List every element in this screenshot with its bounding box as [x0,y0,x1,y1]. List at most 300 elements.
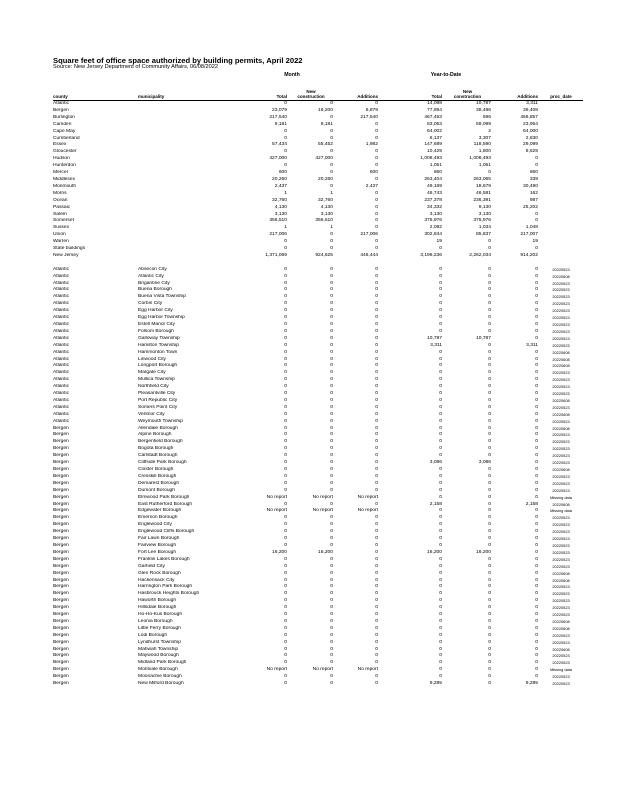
ytd-additions-cell: 0 [535,321,538,327]
municipality-cell: Linwood City [138,356,166,362]
month-total-cell: 0 [284,266,287,272]
proc-date-cell [539,191,583,198]
proc-date-cell [539,246,583,253]
spacer-cell [379,626,392,633]
municipality-row [53,488,583,495]
spacer-cell [379,177,392,184]
county-row [53,232,583,239]
proc-date-cell [539,198,583,205]
municipality-cell [138,239,238,246]
month-new-cell: 0 [330,301,333,307]
spacer-cell [379,142,392,149]
municipality-row [53,377,583,384]
month-new-cell: 0 [330,425,333,431]
county-cell: Bergen [53,667,69,673]
spacer-cell [379,453,392,460]
ytd-additions-cell: 0 [535,556,538,562]
ytd-new-cell: 0 [488,618,491,624]
county-cell: Atlantic [53,301,70,307]
municipality-cell: Margate City [138,370,166,376]
ytd-new-cell: 375,976 [473,218,491,224]
ytd-total-cell: 0 [439,646,442,652]
spacer-cell [379,205,392,212]
spacer-cell [379,502,392,509]
municipality-row [53,439,583,446]
spacer-cell [379,543,392,550]
month-new-cell: 0 [330,397,333,403]
ytd-new-cell: 0 [488,529,491,535]
spacer-cell [379,308,392,315]
ytd-additions-cell: 0 [535,446,538,452]
ytd-total-cell: 0 [439,425,442,431]
ytd-additions-cell: 0 [535,549,538,555]
ytd-additions-cell: 0 [535,308,538,314]
county-cell: Atlantic [53,266,70,272]
month-total-cell: 0 [284,404,287,410]
municipality-cell [138,212,238,219]
ytd-total-cell: 0 [439,453,442,459]
proc-date-cell: 20220523 [552,536,570,542]
ytd-additions-cell: 0 [535,211,538,217]
municipality-row [53,315,583,322]
proc-date-cell [539,218,583,225]
ytd-total-cell: 34,332 [427,204,442,210]
ytd-additions-cell: 0 [535,384,538,390]
proc-date-cell: 20220523 [552,515,570,521]
municipality-cell: Elmwood Park Borough [138,494,190,500]
spacer-cell [379,343,392,350]
ytd-new-cell: 0 [488,508,491,514]
municipality-cell: Midland Park Borough [138,660,187,666]
municipality-cell [138,232,238,239]
month-new-cell: 0 [330,370,333,376]
month-total-cell: 0 [284,377,287,383]
municipality-cell: Harrington Park Borough [138,584,193,590]
month-new-cell: 0 [330,411,333,417]
municipality-cell: Estell Manor City [138,321,175,327]
ytd-total-cell: 0 [439,536,442,542]
municipality-cell: Lyndhurst Township [138,639,181,645]
ytd-additions-cell: 0 [535,266,538,272]
ytd-new-cell: 0 [488,591,491,597]
municipality-cell: Englewood Cliffs Borough [138,529,195,535]
ytd-new-cell: 18,679 [476,183,491,189]
municipality-cell: Maywood Borough [138,653,179,659]
municipality-cell [138,191,238,198]
month-additions-cell: 0 [375,460,378,466]
municipality-row [53,598,583,605]
proc-date-cell: 20220523 [552,418,570,424]
ytd-total-cell: 0 [439,515,442,521]
county-cell: Bergen [53,487,69,493]
month-new-cell: 427,000 [315,156,333,162]
county-row [53,142,583,149]
ytd-new-cell: 0 [488,653,491,659]
ytd-new-cell: 0 [488,349,491,355]
month-new-cell: 0 [330,342,333,348]
month-additions-cell: 6,879 [365,107,378,113]
month-additions-cell: 0 [375,287,378,293]
month-new-cell: 0 [330,501,333,507]
month-additions-cell: 0 [375,370,378,376]
ytd-new-cell: 1,034 [478,225,491,231]
month-new-cell: 0 [330,460,333,466]
proc-date-cell: 20220608 [552,273,570,279]
proc-date-cell: 20220523 [552,384,570,390]
ytd-total-cell: 0 [439,397,442,403]
municipality-row [53,405,583,412]
ytd-additions-cell: 0 [535,577,538,583]
municipality-row [53,460,583,467]
spacer-cell [379,474,392,481]
spacer-cell [379,267,392,274]
ytd-new-cell: 2 [488,128,491,134]
ytd-additions-cell: 0 [535,570,538,576]
spacer-cell [379,246,392,253]
month-additions-cell: 0 [375,363,378,369]
municipality-row [53,543,583,550]
county-cell: Bergen [53,508,69,514]
proc-date-cell [539,170,583,177]
month-new-cell: 0 [330,114,333,120]
ytd-new-cell: 2,262,034 [469,252,491,258]
month-additions-cell: 0 [375,328,378,334]
ytd-new-cell: 0 [488,266,491,272]
ytd-new-cell: 0 [488,494,491,500]
spacer-cell [379,536,392,543]
ytd-additions-cell: 0 [535,370,538,376]
municipality-row [53,647,583,654]
month-total-cell: 0 [284,328,287,334]
ytd-additions-cell: 0 [535,287,538,293]
month-new-cell: 0 [330,542,333,548]
month-total-cell: 0 [284,315,287,321]
month-new-cell: 0 [330,446,333,452]
proc-date-cell: 20220523 [552,681,570,687]
spacer-cell [379,495,392,502]
ytd-new-cell: 9,130 [478,204,491,210]
month-new-cell: 0 [330,266,333,272]
ytd-new-cell: 0 [488,370,491,376]
county-cell: Bergen [53,446,69,452]
proc-date-cell: 20220523 [552,453,570,459]
spacer-cell [379,115,392,122]
month-total-cell: 0 [284,308,287,314]
municipality-cell: Weymouth Township [138,418,183,424]
month-total-cell: 1 [284,225,287,231]
county-row [53,101,583,108]
proc-date-cell: 20220608 [552,411,570,417]
ytd-total-cell: 302,844 [424,232,442,238]
municipality-cell [138,225,238,232]
ytd-total-cell: 0 [439,439,442,445]
month-additions-cell: 0 [375,487,378,493]
spacer-cell [379,225,392,232]
ytd-total-cell: 10,429 [427,149,442,155]
municipality-row [53,398,583,405]
municipality-cell: Fort Lee Borough [138,549,177,555]
municipality-cell: Ho-Ho-Kus Borough [138,612,183,618]
spacer-cell [379,578,392,585]
municipality-row [53,591,583,598]
month-total-cell: 0 [284,446,287,452]
ytd-new-cell: 0 [488,384,491,390]
month-additions-cell: 446,444 [360,252,378,258]
county-cell: Sussex [53,225,70,231]
ytd-total-cell: 375,976 [424,218,442,224]
ytd-new-cell: 0 [488,356,491,362]
municipality-row [53,578,583,585]
month-total-cell: No report [266,494,287,500]
month-total-cell: 0 [284,342,287,348]
municipality-cell: Northfield City [138,384,169,390]
ytd-additions-cell: 2,158 [525,501,538,507]
spacer-cell [379,170,392,177]
month-total-cell: 0 [284,294,287,300]
month-new-cell: 0 [330,356,333,362]
month-additions-cell: 0 [375,446,378,452]
county-cell: Gloucester [53,149,77,155]
county-cell: Bergen [53,501,69,507]
month-new-cell: 0 [330,384,333,390]
municipality-cell: Pleasantville City [138,391,176,397]
month-additions-cell: 600 [369,170,378,176]
municipality-row [53,363,583,370]
municipality-cell: New Milford Borough [138,681,184,687]
month-additions-cell: 0 [375,515,378,521]
ytd-total-cell: 0 [439,294,442,300]
month-total-cell: 0 [284,480,287,486]
month-new-cell: 0 [330,183,333,189]
ytd-new-cell: 0 [488,667,491,673]
ytd-total-cell: 0 [439,605,442,611]
proc-date-cell: 20220608 [552,397,570,403]
month-total-cell: 0 [284,349,287,355]
month-new-cell: 1 [330,190,333,196]
municipality-cell: Fair Lawn Borough [138,536,180,542]
month-new-cell: 0 [330,349,333,355]
ytd-total-cell: 0 [439,391,442,397]
municipality-cell: Allendale Borough [138,425,178,431]
month-additions-cell: No report [357,494,378,500]
ytd-total-cell: 0 [439,522,442,528]
month-additions-cell: 0 [375,246,378,252]
month-additions-cell: 0 [375,384,378,390]
ytd-new-cell: 263,065 [473,176,491,182]
ytd-new-cell: 3,307 [478,135,491,141]
county-cell: Bergen [53,522,69,528]
proc-date-cell: 20220608 [552,467,570,473]
municipality-cell: Dumont Borough [138,487,175,493]
ytd-additions-cell: 0 [535,480,538,486]
ytd-total-cell: 0 [439,612,442,618]
county-cell: Bergen [53,570,69,576]
county-row [53,218,583,225]
spacer-cell [379,529,392,536]
month-new-cell: 0 [330,335,333,341]
ytd-additions-cell: 0 [535,473,538,479]
municipality-row [53,529,583,536]
municipality-row [53,412,583,419]
municipality-row [53,481,583,488]
month-new-cell: 3,130 [320,211,333,217]
month-new-cell: 0 [330,418,333,424]
ytd-additions-cell: 0 [535,411,538,417]
month-total-cell: 0 [284,128,287,134]
proc-date-cell: 20220523 [552,404,570,410]
ytd-new-cell: 118,590 [473,142,491,148]
month-total-cell: 0 [284,246,287,252]
month-new-cell: 0 [330,612,333,618]
month-total-cell: 20,260 [272,176,287,182]
spacer-cell [379,605,392,612]
proc-date-cell [539,108,583,115]
municipality-cell: Atlantic City [138,273,164,279]
county-cell: Cumberland [53,135,80,141]
ytd-total-cell: 77,894 [427,107,442,113]
month-additions-cell: 0 [375,163,378,169]
spacer-cell [379,129,392,136]
month-total-cell: 0 [284,460,287,466]
month-total-cell: 0 [284,632,287,638]
month-total-cell: 0 [284,556,287,562]
ytd-new-cell: 0 [488,321,491,327]
col-month-additions: Additions [357,94,378,100]
county-cell: Monmouth [53,183,77,189]
ytd-additions-cell: 3,311 [526,101,538,106]
ytd-additions-cell: 0 [535,515,538,521]
municipality-cell: Lodi Borough [138,632,168,638]
ytd-new-cell: 0 [488,487,491,493]
municipality-row [53,550,583,557]
month-total-cell: 0 [284,570,287,576]
municipality-cell: Bogota Borough [138,446,174,452]
proc-date-cell: 20220523 [552,639,570,645]
county-row [53,225,583,232]
month-new-cell: 0 [330,639,333,645]
proc-date-cell: 20220523 [552,335,570,341]
spacer-cell [379,136,392,143]
ytd-new-cell: 85,837 [476,232,491,238]
spacer-cell [379,301,392,308]
county-row [53,212,583,219]
municipality-cell: Garfield City [138,563,165,569]
ytd-total-cell: 0 [439,577,442,583]
month-additions-cell: 0 [375,218,378,224]
month-new-cell: 0 [330,473,333,479]
ytd-new-cell: 0 [488,612,491,618]
month-additions-cell: 0 [375,577,378,583]
month-additions-cell: 0 [375,280,378,286]
spacer-cell [379,232,392,239]
county-cell: Atlantic [53,411,70,417]
spacer-cell [379,667,392,674]
month-total-cell: 0 [284,273,287,279]
proc-date-cell: 20220523 [552,321,570,327]
ytd-additions-cell: 0 [535,674,538,680]
municipality-cell: Demarest Borough [138,480,180,486]
month-total-cell: 0 [284,515,287,521]
municipality-row [53,557,583,564]
spacer-cell [379,212,392,219]
county-cell: Mercer [53,170,69,176]
month-additions-cell: 0 [375,349,378,355]
ytd-additions-cell: 0 [535,536,538,542]
ytd-total-cell: 0 [439,494,442,500]
month-additions-cell: 0 [375,273,378,279]
ytd-new-cell: 0 [488,625,491,631]
ytd-total-cell: 2,158 [429,501,442,507]
spacer-cell [379,660,392,667]
municipality-cell: Somers Point City [138,404,178,410]
county-cell: Atlantic [53,363,70,369]
county-cell: Atlantic [53,315,70,321]
spacer-cell [379,287,392,294]
month-additions-cell: 0 [375,453,378,459]
ytd-additions-cell: 0 [535,377,538,383]
proc-date-cell: 20220523 [552,563,570,569]
county-cell: Bergen [53,632,69,638]
spacer-cell [379,163,392,170]
municipality-row [53,301,583,308]
ytd-new-cell: 0 [488,480,491,486]
month-additions-cell: 0 [375,239,378,245]
county-cell: Atlantic [53,101,70,106]
county-row [53,198,583,205]
month-total-cell: 0 [284,280,287,286]
municipality-cell [138,184,238,191]
ytd-new-cell: 596 [482,114,491,120]
month-new-cell: 0 [330,308,333,314]
month-total-cell: 0 [284,149,287,155]
county-cell: Bergen [53,681,69,687]
municipality-row [53,515,583,522]
ytd-total-cell: 147,689 [424,142,442,148]
spacer-cell [379,156,392,163]
ytd-new-cell: 16,200 [476,549,491,555]
ytd-total-cell: 0 [439,674,442,680]
month-additions-cell: 0 [375,128,378,134]
month-total-cell: 0 [284,639,287,645]
ytd-additions-cell: 30,490 [523,183,538,189]
municipality-row [53,536,583,543]
spacer-cell [379,184,392,191]
municipality-cell [138,177,238,184]
month-additions-cell: 0 [375,536,378,542]
ytd-new-cell: 0 [488,639,491,645]
month-additions-cell: 0 [375,480,378,486]
col-municipality: municipality [138,94,165,100]
ytd-total-cell: 3,086 [429,460,442,466]
municipality-row [53,384,583,391]
month-additions-cell: 0 [375,432,378,438]
ytd-new-cell: 0 [488,397,491,403]
county-cell: Bergen [53,660,69,666]
month-total-cell: 0 [284,384,287,390]
ytd-new-cell: 3,130 [478,211,491,217]
month-additions-cell: 0 [375,618,378,624]
ytd-new-cell: 0 [488,287,491,293]
county-row [53,170,583,177]
proc-date-cell [539,177,583,184]
ytd-additions-cell: 23,954 [523,121,538,127]
municipality-row [53,343,583,350]
county-cell: Atlantic [53,287,70,293]
month-total-cell: 4,130 [274,204,287,210]
county-cell: Bergen [53,605,69,611]
ytd-new-cell: 0 [488,280,491,286]
month-new-cell: 0 [330,239,333,245]
